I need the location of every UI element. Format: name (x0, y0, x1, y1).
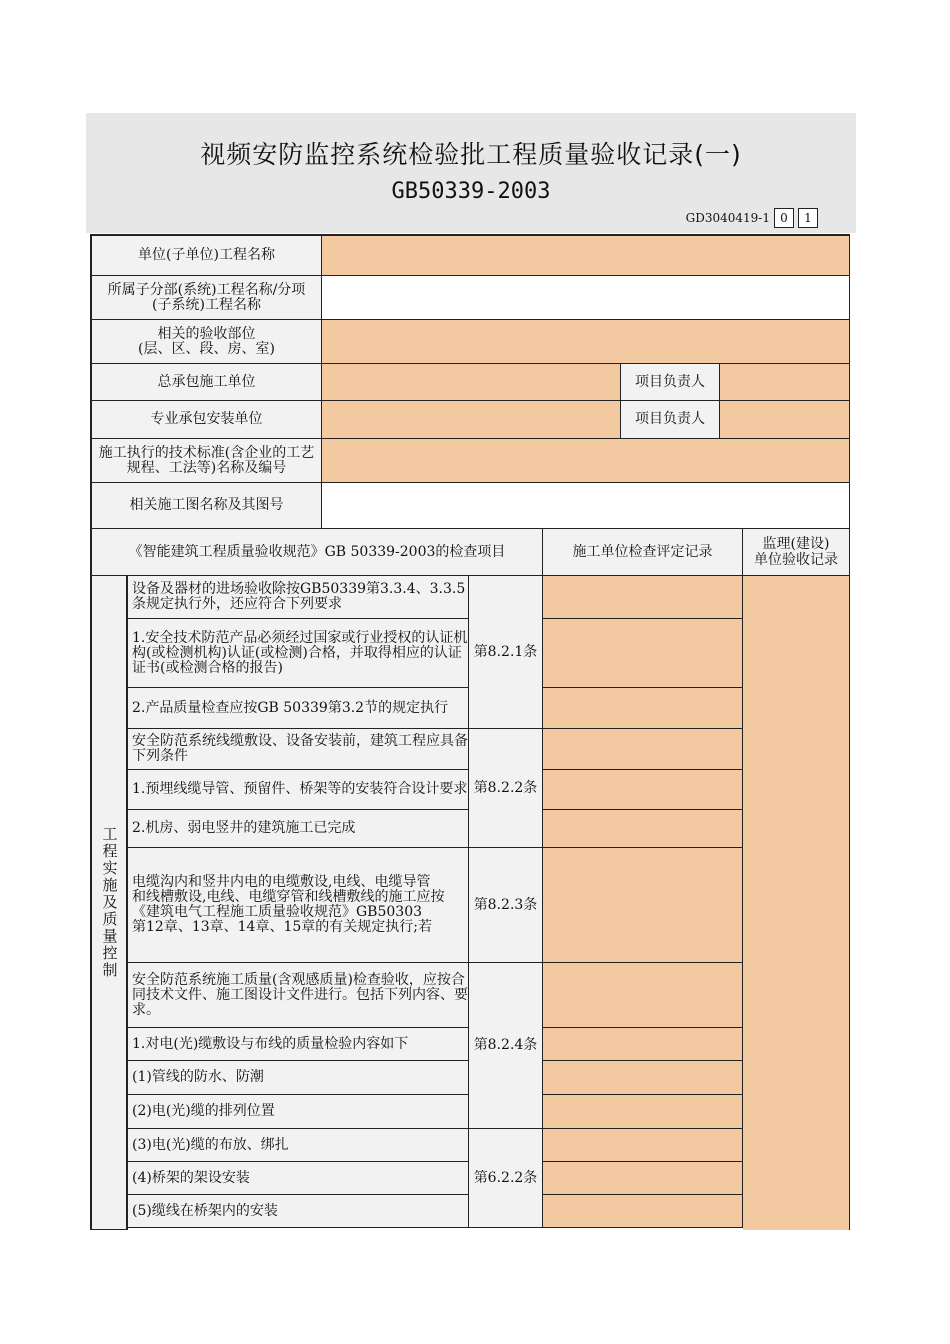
contractor-record-13[interactable] (543, 1195, 743, 1228)
specialty-contractor-field[interactable] (322, 401, 621, 439)
drawings-field[interactable] (322, 483, 850, 529)
contractor-record-12[interactable] (543, 1162, 743, 1195)
contractor-record-8[interactable] (543, 1028, 743, 1061)
check-item-12: (4)桥架的架设安装 (128, 1162, 469, 1195)
unit-project-name-label: 单位(子单位)工程名称 (92, 236, 322, 276)
general-contractor-field[interactable] (322, 364, 621, 401)
form-code-box-2[interactable]: 1 (798, 208, 818, 228)
clause-8-2-3: 第8.2.3条 (469, 848, 543, 963)
supervisor-record-header: 监理(建设) 单位验收记录 (743, 529, 850, 576)
contractor-record-4[interactable] (543, 770, 743, 810)
clause-8-2-1: 第8.2.1条 (469, 576, 543, 729)
contractor-record-1[interactable] (543, 619, 743, 688)
check-item-2: 2.产品质量检查应按GB 50339第3.2节的规定执行 (128, 688, 469, 729)
unit-project-name-field[interactable] (322, 236, 850, 276)
check-item-0: 设备及器材的进场验收除按GB50339第3.3.4、3.3.5条规定执行外，还应符合下列要求 (128, 576, 469, 619)
acceptance-location-label: 相关的验收部位 (层、区、段、房、室) (92, 320, 322, 364)
tech-standard-label: 施工执行的技术标准(含企业的工艺规程、工法等)名称及编号 (92, 439, 322, 483)
check-items-header: 《智能建筑工程质量验收规范》GB 50339-2003的检查项目 (92, 529, 543, 576)
check-item-8: 1.对电(光)缆敷设与布线的质量检验内容如下 (128, 1028, 469, 1061)
contractor-record-11[interactable] (543, 1129, 743, 1162)
project-manager-label-1: 项目负责人 (621, 364, 720, 401)
project-manager-field-1[interactable] (720, 364, 850, 401)
project-manager-label-2: 项目负责人 (621, 401, 720, 439)
contractor-record-5[interactable] (543, 810, 743, 848)
sub-project-name-label: 所属子分部(系统)工程名称/分项(子系统)工程名称 (92, 276, 322, 320)
contractor-record-7[interactable] (543, 963, 743, 1028)
contractor-record-header: 施工单位检查评定记录 (543, 529, 743, 576)
drawings-label: 相关施工图名称及其图号 (92, 483, 322, 529)
check-item-4: 1.预埋线缆导管、预留件、桥架等的安装符合设计要求 (128, 770, 469, 810)
contractor-record-10[interactable] (543, 1095, 743, 1129)
clause-8-2-2: 第8.2.2条 (469, 729, 543, 848)
check-item-5: 2.机房、弱电竖井的建筑施工已完成 (128, 810, 469, 848)
tech-standard-field[interactable] (322, 439, 850, 483)
supervisor-record-field[interactable] (743, 576, 850, 1230)
clause-6-2-2: 第6.2.2条 (469, 1129, 543, 1228)
section-label-cell (92, 576, 127, 1230)
clause-8-2-4: 第8.2.4条 (469, 963, 543, 1129)
check-item-1: 1.安全技术防范产品必须经过国家或行业授权的认证机构(或检测机构)认证(或检测)合格，并取得相应的认证证书(或检测合格的报告) (128, 619, 469, 688)
contractor-record-2[interactable] (543, 688, 743, 729)
check-item-9: (1)管线的防水、防潮 (128, 1061, 469, 1095)
check-item-11: (3)电(光)缆的布放、绑扎 (128, 1129, 469, 1162)
section-label: 工程实施及质量控制 (100, 826, 119, 979)
contractor-record-3[interactable] (543, 729, 743, 770)
standard-code: GB50339-2003 (391, 179, 551, 204)
check-item-10: (2)电(光)缆的排列位置 (128, 1095, 469, 1129)
specialty-contractor-label: 专业承包安装单位 (92, 401, 322, 439)
contractor-record-6[interactable] (543, 848, 743, 963)
contractor-record-0[interactable] (543, 576, 743, 619)
general-contractor-label: 总承包施工单位 (92, 364, 322, 401)
form-code-box-1[interactable]: 0 (774, 208, 794, 228)
check-item-3: 安全防范系统线缆敷设、设备安装前，建筑工程应具备下列条件 (128, 729, 469, 770)
check-item-13: (5)缆线在桥架内的安装 (128, 1195, 469, 1228)
check-item-7: 安全防范系统施工质量(含观感质量)检查验收，应按合同技术文件、施工图设计文件进行。包括下列内容、要求。 (128, 963, 469, 1028)
project-manager-field-2[interactable] (720, 401, 850, 439)
page-title: 视频安防监控系统检验批工程质量验收记录(一) (200, 140, 742, 169)
check-item-6: 电缆沟内和竖井内电的电缆敷设,电线、电缆导管 和线槽敷设,电线、电缆穿管和线槽敷线的施工应按《建筑电气工程施工质量验收规范》GB50303 第12章、13章、14章、15章的有关规定执行;若 (128, 848, 469, 963)
acceptance-location-field[interactable] (322, 320, 850, 364)
sub-project-name-field[interactable] (322, 276, 850, 320)
form-code: GD3040419-1 (685, 211, 770, 225)
contractor-record-9[interactable] (543, 1061, 743, 1095)
